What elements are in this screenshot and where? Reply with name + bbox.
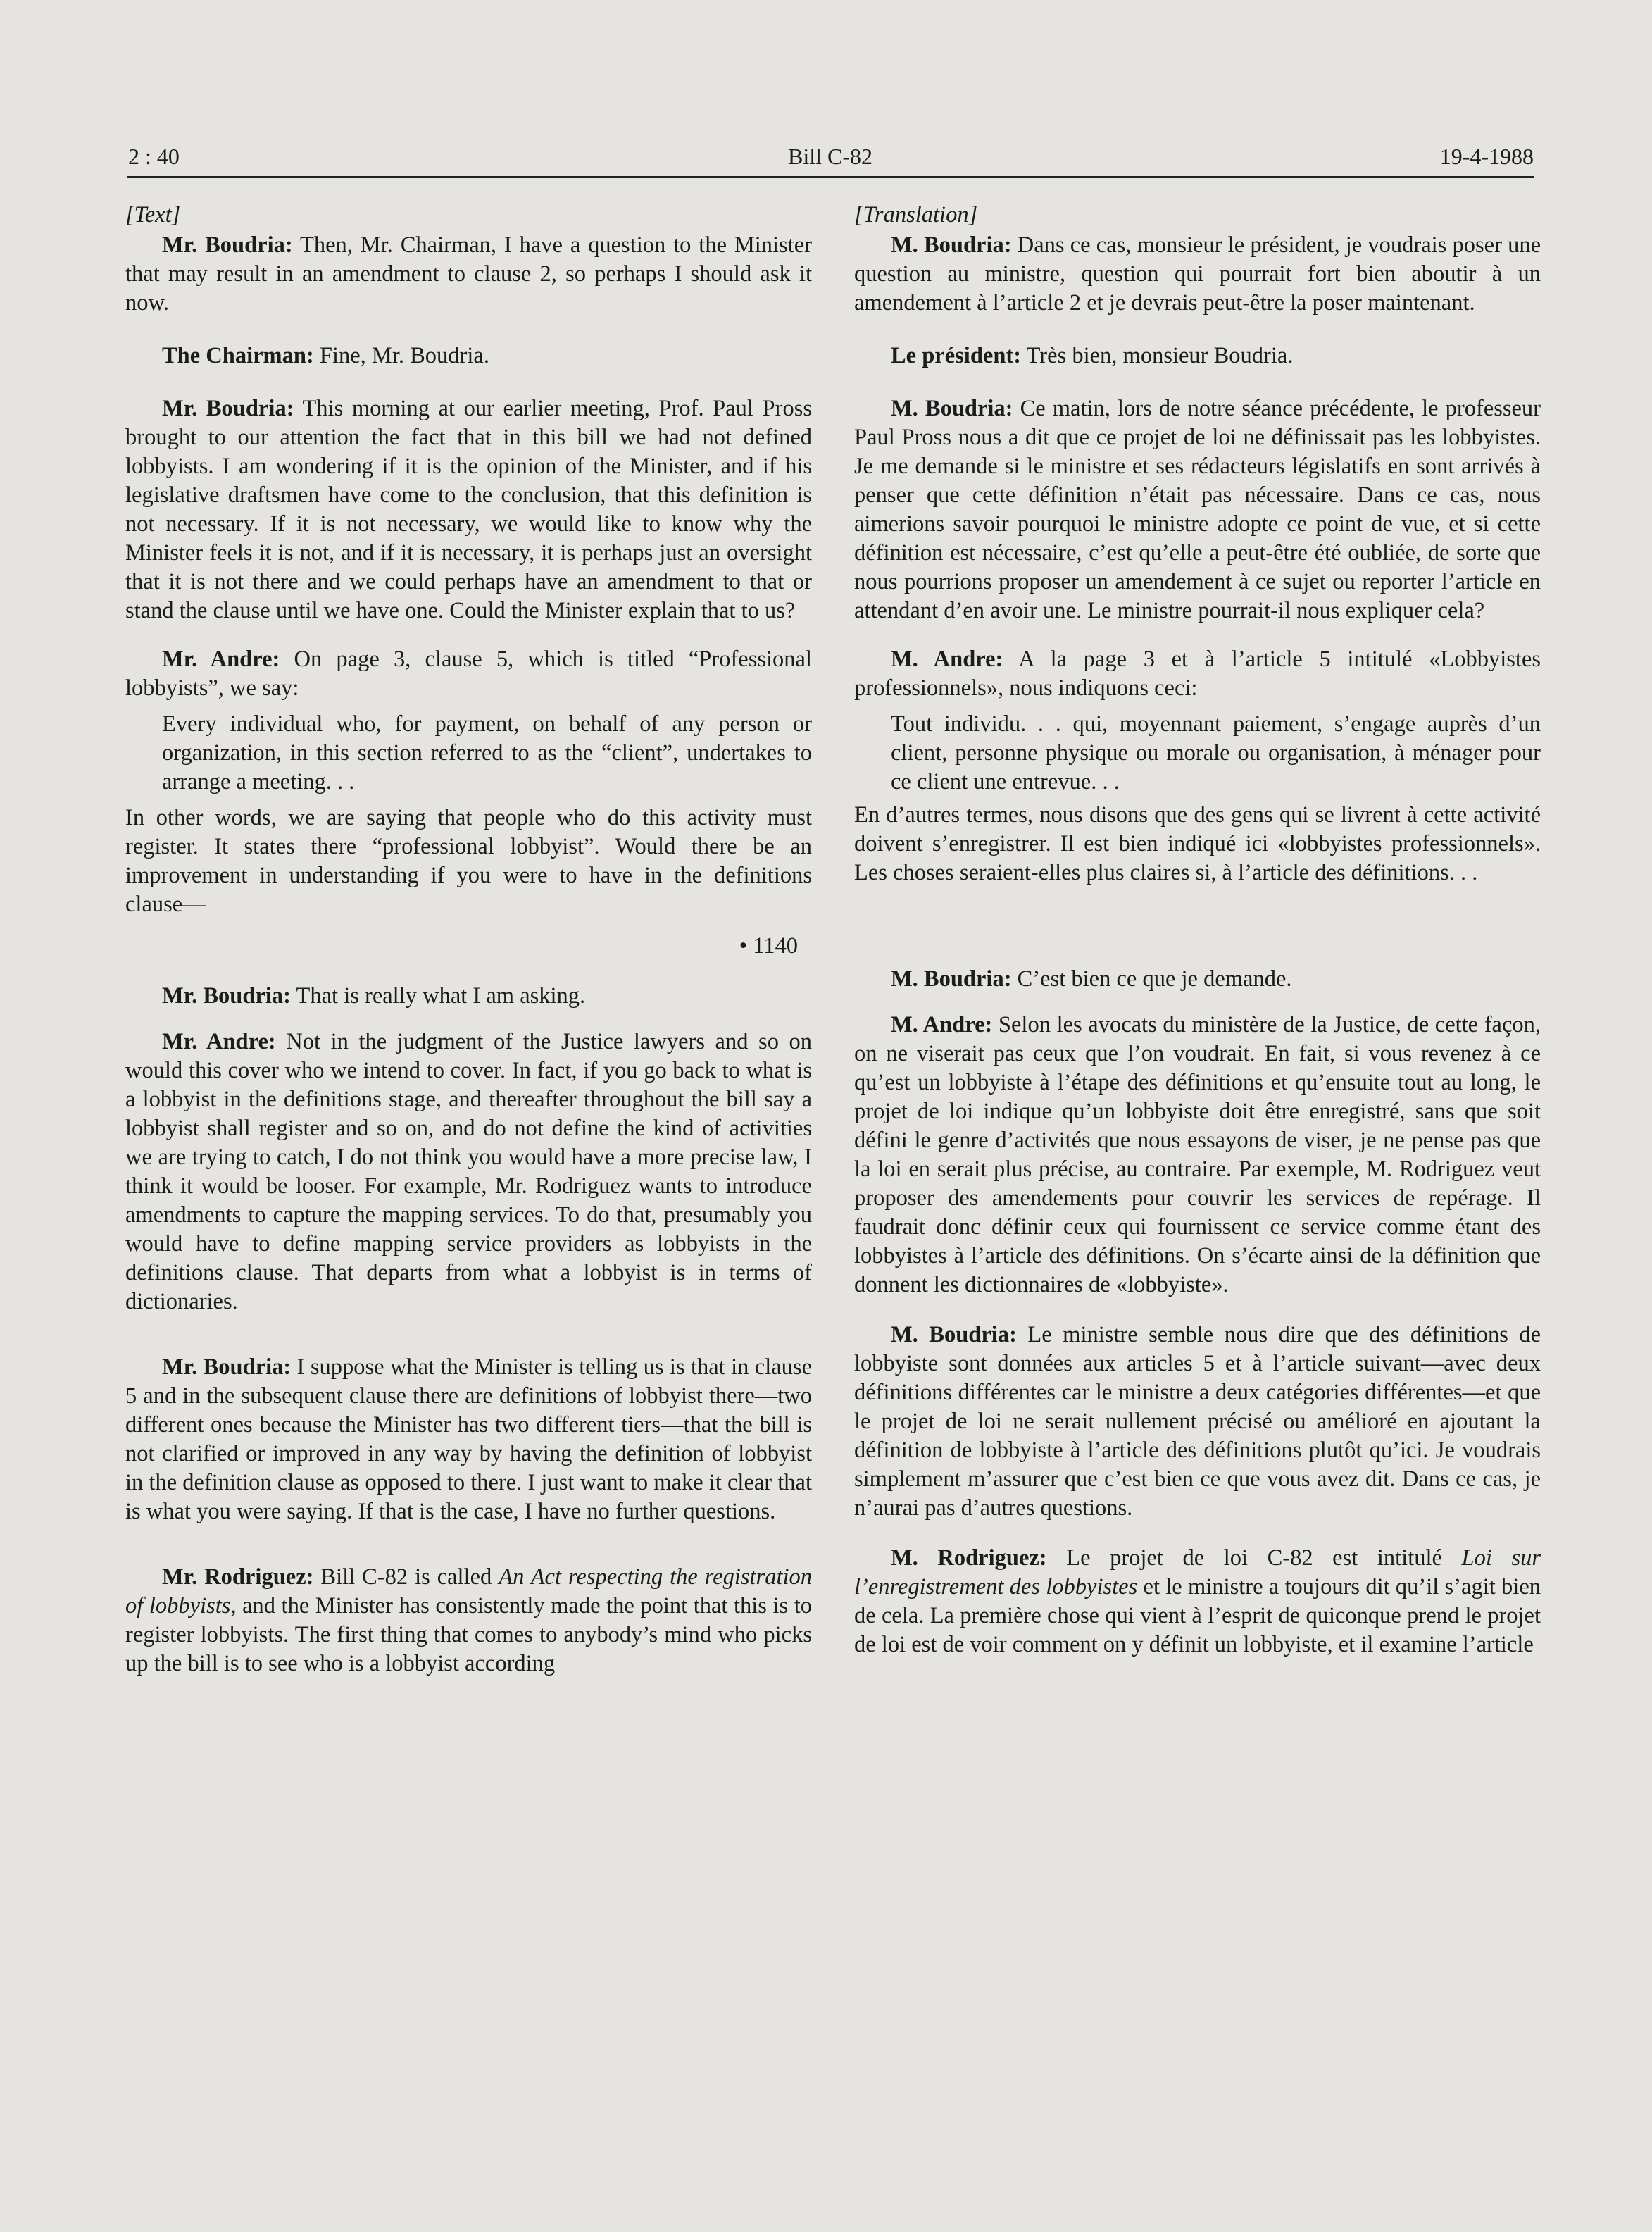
bill-title: Bill C-82	[787, 144, 872, 169]
paragraph	[854, 1321, 1541, 1523]
speech: I suppose what the Minister is telling us is that in clause 5 and in the subsequent clause there are definitions of lobbyist there—two different ones because the Minister has two different tiers—that the bill is not clarified or improved in any way by having the definition of lobbyist in the definition clause as opposed to there. I just want to make it clear that is what you were saying. If that is the case, I have no further questions.	[125, 1354, 812, 1524]
paragraph: En d’autres termes, nous disons que des gens qui se livrent à cette activité doivent s’enregistrer. Il est bien indiqué ici «lobbyistes professionnels». Les choses seraient-elles plus claires si, à l’article des définitions. . .	[854, 802, 1541, 885]
speaker: Mr. Andre:	[162, 1029, 276, 1054]
speaker: Mr. Boudria:	[162, 232, 293, 258]
page-number: 2 : 40	[128, 144, 180, 169]
act-title: An Act respecting the registration of lobbyists,	[125, 1564, 813, 1619]
paragraph	[125, 231, 812, 318]
block-quote: Tout individu. . . qui, moyennant paiement, s’engage auprès d’un client, personne physique ou morale ou organisation, à ménager pour ce client une entrevue. . .	[891, 711, 1541, 794]
paragraph	[125, 1563, 812, 1678]
speech: On page 3, clause 5, which is titled “Professional lobbyists”, we say:	[125, 647, 812, 701]
speech: Then, Mr. Chairman, I have a question to the Minister that may result in an amendment to clause 2, so perhaps I should ask it now.	[125, 232, 812, 316]
speech: and the Minister has consistently made the point that this is to register lobbyists. The first thing that comes to anybody’s mind who picks up the bill is to see who is a lobbyist according	[125, 1593, 812, 1676]
speaker: Mr. Boudria:	[162, 983, 291, 1009]
speaker: M. Andre:	[891, 1012, 993, 1037]
paragraph	[125, 982, 812, 1011]
paragraph	[854, 965, 1541, 994]
paragraph	[125, 1028, 812, 1316]
french-column	[854, 201, 1541, 1683]
english-column	[125, 201, 812, 1702]
speech: Très bien, monsieur Boudria.	[1021, 343, 1294, 368]
speaker: Mr. Rodriguez:	[162, 1564, 314, 1590]
page-header	[127, 139, 1534, 178]
paragraph: In other words, we are saying that people who do this activity must register. It states there “professional lobbyist”. Would there be an improvement in understanding if you were to have in the definitions clause—	[125, 805, 812, 917]
speaker: The Chairman:	[162, 343, 314, 368]
speaker: Mr. Boudria:	[162, 1354, 292, 1380]
paragraph	[854, 394, 1541, 625]
speaker: M. Boudria:	[891, 396, 1013, 421]
speech: C’est bien ce que je demande.	[1011, 966, 1292, 992]
paragraph	[854, 231, 1541, 318]
speaker: M. Rodriguez:	[891, 1545, 1047, 1571]
speech: Selon les avocats du ministère de la Justice, de cette façon, on ne viserait pas ceux que l’on voudrait. En fait, si vous revenez à ce qu’est un lobbyiste à l’étape des définitions et qu’ensuite tout au long, le projet de loi indique qu’un lobbyiste doit être enregistré, sans que soit défini le genre d’activités que nous essayons de viser, je ne pense pas que la loi en serait plus précise, au contraire. Par exemple, M. Rodriguez veut proposer des amendements pour couvrir les services de repérage. Il faudrait donc définir ceux qui fournissent ce service comme étant des lobbyistes à l’article des définitions. On s’écarte ainsi de la définition que donnent les dictionnaires de «lobbyiste».	[854, 1012, 1541, 1297]
paragraph	[125, 645, 812, 703]
speech: Ce matin, lors de notre séance précédente, le professeur Paul Pross nous a dit que ce projet de loi ne définissait pas les lobbyistes. Je me demande si le ministre et ses rédacteurs législatifs en sont arrivés à penser que cette définition n’était pas nécessaire. Dans ce cas, nous aimerions savoir pourquoi le ministre adopte ce point de vue, et si cette définition est nécessaire, c’est qu’elle a peut-être été oubliée, de sorte que nous pourrions proposer un amendement à ce sujet ou reporter l’article en attendant d’en avoir une. Le ministre pourrait-il nous expliquer cela?	[854, 396, 1541, 623]
act-title: Loi sur l’enregistrement des lobbyistes	[854, 1545, 1541, 1600]
speech: A la page 3 et à l’article 5 intitulé «Lobbyistes professionnels», nous indiquons ceci:	[854, 647, 1541, 701]
block-quote: Every individual who, for payment, on behalf of any person or organization, in this section referred to as the “client”, undertakes to arrange a meeting. . .	[162, 711, 812, 794]
speaker: M. Boudria:	[891, 1322, 1017, 1347]
text-tag: [Text]	[125, 202, 181, 227]
page-date: 19-4-1988	[1439, 144, 1534, 169]
paragraph	[125, 394, 812, 625]
spacer	[854, 887, 1541, 965]
speaker: Mr. Andre:	[162, 647, 280, 672]
speaker: M. Andre:	[891, 647, 1003, 672]
speaker: M. Boudria:	[891, 232, 1012, 258]
speech: This morning at our earlier meeting, Prof. Paul Pross brought to our attention the fact that in this bill we had not defined lobbyists. I am wondering if it is the opinion of the Minister, and if his legislative draftsmen have come to the conclusion, that this definition is not necessary. If it is not necessary, we would like to know why the Minister feels it is not, and if it is necessary, it is perhaps just an oversight that it is not there and we could perhaps have an amendment to that or stand the clause until we have one. Could the Minister explain that to us?	[125, 396, 812, 623]
time-marker: • 1140	[739, 933, 798, 959]
paragraph	[854, 645, 1541, 703]
speech: Le ministre semble nous dire que des définitions de lobbyiste sont données aux articles 5 et à l’article suivant—avec deux définitions différentes car le ministre a deux catégories différentes—et que le projet de loi ne serait nullement précisé ou amélioré en ajoutant la définition de lobbyiste à l’article des définitions plutôt qu’ici. Je voudrais simplement m’assurer que c’est bien ce que vous avez dit. Dans ce cas, je n’aurai pas d’autres questions.	[854, 1322, 1541, 1521]
paragraph	[125, 342, 812, 370]
speech: Not in the judgment of the Justice lawyers and so on would this cover who we intend to cover. In fact, if you go back to what is a lobbyist in the definitions stage, and thereafter throughout the bill say a lobbyist shall register and so on, and do not define the kind of activities we are trying to catch, I do not think you would have a more precise law, I think it would be looser. For example, Mr. Rodriguez wants to introduce amendments to capture the mapping services. To do that, presumably you would have to define mapping service providers as lobbyists in the definitions clause. That departs from what a lobbyist is in terms of dictionaries.	[125, 1029, 813, 1314]
paragraph	[125, 1353, 812, 1526]
speech: Bill C-82 is called	[313, 1564, 499, 1590]
paragraph	[854, 1544, 1541, 1659]
paragraph	[854, 342, 1541, 370]
paragraph	[854, 1011, 1541, 1299]
speech: That is really what I am asking.	[290, 983, 586, 1009]
speech: et le ministre a toujours dit qu’il s’agit bien de cela. La première chose qui vient à l’esprit de quiconque prend le projet de loi est de voir comment on y définit un lobbyiste, et il examine l’article	[854, 1574, 1541, 1657]
speech: Fine, Mr. Boudria.	[313, 343, 489, 368]
speech: Le projet de loi C-82 est intitulé	[1046, 1545, 1462, 1571]
speech: Dans ce cas, monsieur le président, je voudrais poser une question au ministre, question qui pourrait fort bien aboutir à un amendement à l’article 2 et je devrais peut-être la poser maintenant.	[854, 232, 1541, 316]
translation-tag: [Translation]	[854, 202, 978, 227]
speaker: Mr. Boudria:	[162, 396, 294, 421]
speaker: M. Boudria:	[891, 966, 1012, 992]
speaker: Le président:	[891, 343, 1022, 368]
